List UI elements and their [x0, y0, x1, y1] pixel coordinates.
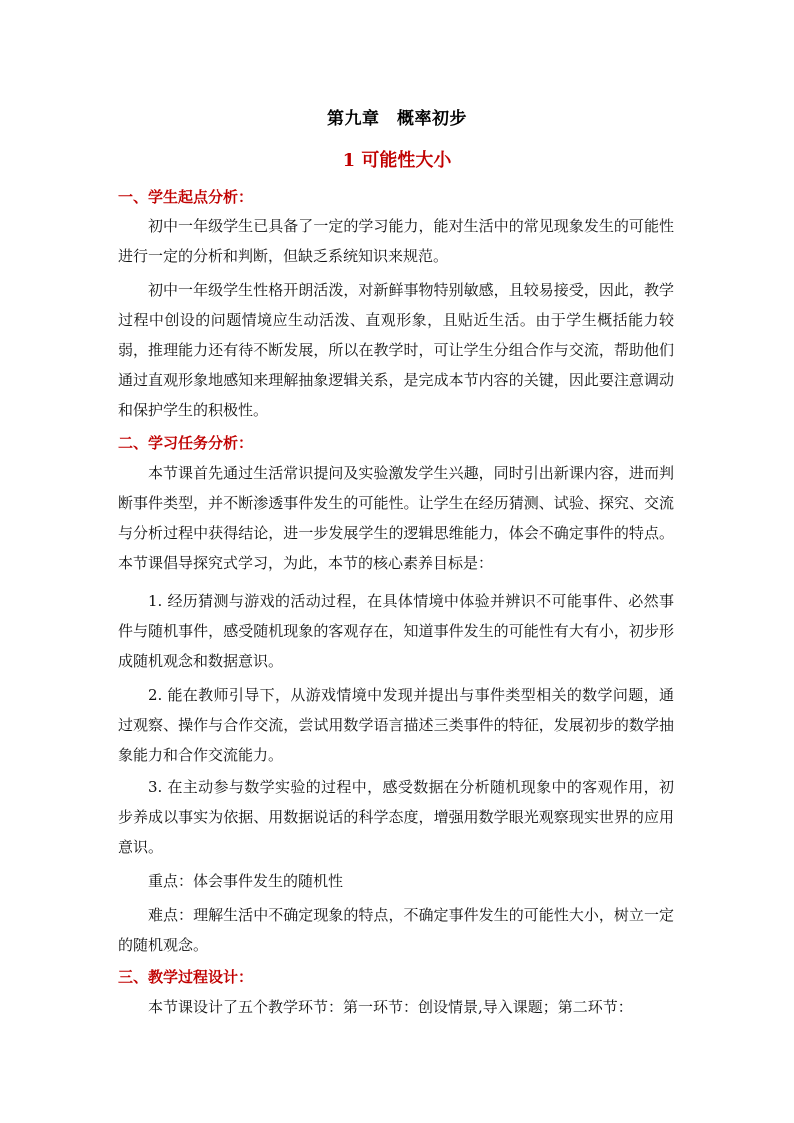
difficult-point: 难点：理解生活中不确定现象的特点，不确定事件发生的可能性大小，树立一定的随机观念。 — [118, 906, 674, 954]
goal-item-3: 3. 在主动参与数学实验的过程中，感受数据在分析随机现象中的客观作用，初步养成以事实为依据、用数据说话的科学态度，增强用数学眼光观察现实世界的应用意识。 — [118, 778, 674, 856]
paragraph-1: 初中一年级学生已具备了一定的学习能力，能对生活中的常见现象发生的可能性进行一定的分析和判断，但缺乏系统知识来规范。 — [118, 217, 674, 265]
paragraph-2: 初中一年级学生性格开朗活泼，对新鲜事物特别敏感，且较易接受，因此，教学过程中创设的问题情境应生动活泼、直观形象，且贴近生活。由于学生概括能力较弱，推理能力还有待不断发展，所以在教学时，可让学生分组合作与交流，帮助他们通过直观形象地感知来理解抽象逻辑关系，是完成本节内容的关键，因此要注意调动和保护学生的积极性。 — [118, 281, 674, 419]
heading-student-analysis: 一、学生起点分析： — [118, 188, 254, 206]
goal-item-2: 2. 能在教师引导下，从游戏情境中发现并提出与事件类型相关的数学问题，通过观察、操作与合作交流，尝试用数学语言描述三类事件的特征，发展初步的数学抽象能力和合作交流能力。 — [118, 686, 674, 764]
section-title: 1 可能性大小 — [342, 150, 452, 171]
paragraph-3: 本节课首先通过生活常识提问及实验激发学生兴趣，同时引出新课内容，进而判断事件类型，并不断渗透事件发生的可能性。让学生在经历猜测、试验、探究、交流与分析过程中获得结论，进一步发展学生的逻辑思维能力，体会不确定事件的特点。本节课倡导探究式学习，为此，本节的核心素养目标是： — [118, 464, 674, 572]
heading-teaching-process: 三、教学过程设计： — [118, 968, 254, 986]
key-point: 重点：体会事件发生的随机性 — [148, 872, 344, 890]
paragraph-process: 本节课设计了五个教学环节：第一环节：创设情景,导入课题；第二环节： — [148, 998, 633, 1016]
chapter-title: 第九章 概率初步 — [327, 109, 467, 129]
goal-item-1: 1. 经历猜测与游戏的活动过程，在具体情境中体验并辨识不可能事件、必然事件与随机事件，感受随机现象的客观存在，知道事件发生的可能性有大有小，初步形成随机观念和数据意识。 — [118, 592, 674, 670]
heading-task-analysis: 二、学习任务分析： — [118, 434, 254, 452]
